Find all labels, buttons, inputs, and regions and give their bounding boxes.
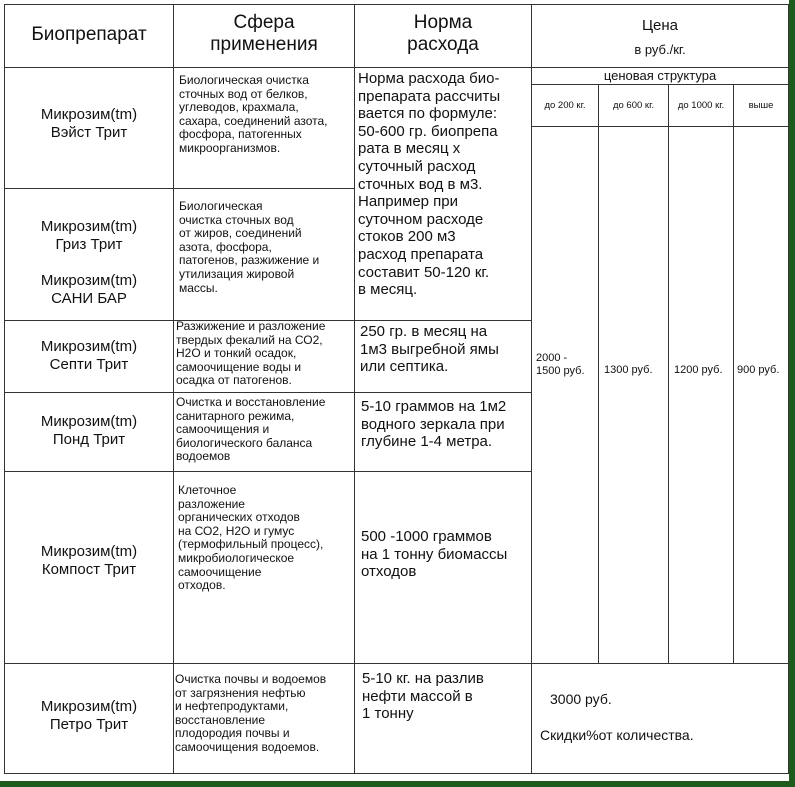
product-name-grease-treat: Микрозим(tm) Гриз Трит Микрозим(tm) САНИ БАР bbox=[40, 218, 138, 307]
norm-petro-treat: 5-10 кг. на разлив нефти массой в 1 тонну bbox=[362, 670, 484, 723]
sphere-compost-treat: Клеточное разложение органических отходов на СО2, Н2О и гумус (термофильный процесс), микробиологическое самоочищение отходов. bbox=[178, 483, 324, 593]
product-name-compost-treat: Микрозим(tm) Компост Трит bbox=[40, 543, 138, 578]
sphere-grease-treat: Биологическая очистка сточных вод от жиров, соединений азота, фосфора, патогенов, разжижение и утилизация жировой массы. bbox=[179, 199, 320, 295]
header-norm: Норма расхода bbox=[407, 12, 479, 55]
price-value-4: 900 руб. bbox=[737, 364, 780, 376]
header-price-title: Цена bbox=[641, 17, 679, 34]
price-value-1: 2000 - 1500 руб. bbox=[536, 352, 585, 377]
price-value-2: 1300 руб. bbox=[604, 364, 653, 376]
sphere-waste-treat: Биологическая очистка сточных вод от белков, углеводов, крахмала, сахара, соединений азота, фосфора, патогенных микроорганизмов. bbox=[179, 73, 328, 155]
header-sphere: Сфера применения bbox=[210, 12, 318, 55]
price-tier-3: до 1000 кг. bbox=[677, 100, 725, 111]
price-tier-1: до 200 кг. bbox=[544, 100, 586, 111]
product-name-pond-treat: Микрозим(tm) Понд Трит bbox=[40, 413, 138, 448]
price-tier-2: до 600 кг. bbox=[612, 100, 655, 111]
norm-formula: Норма расхода био- препарата рассчиты вается по формуле: 50-600 гр. биопрепа рата в месяц х суточный расход сточных вод в м3. Например при суточном расходе стоков 200 м3 расход препарата составит 50-120 кг. в месяц. bbox=[358, 70, 501, 299]
sphere-petro-treat: Очистка почвы и водоемов от загрязнения нефтью и нефтепродуктами, восстановление плодородия почвы и самоочищения водоемов. bbox=[175, 672, 327, 754]
frame-right-border bbox=[789, 0, 795, 787]
sphere-septi-treat: Разжижение и разложение твердых фекалий на СО2, Н2О и тонкий осадок, самоочищение воды и осадка от патогенов. bbox=[176, 319, 326, 388]
header-price-unit: в руб./кг. bbox=[634, 42, 686, 57]
price-value-3: 1200 руб. bbox=[674, 364, 723, 376]
price-tier-4: выше bbox=[748, 100, 774, 111]
price-structure-title: ценовая структура bbox=[603, 68, 717, 83]
price-petro-treat: 3000 руб. bbox=[550, 691, 612, 707]
norm-compost-treat: 500 -1000 граммов на 1 тонну биомассы отходов bbox=[361, 528, 508, 581]
norm-pond-treat: 5-10 граммов на 1м2 водного зеркала при глубине 1-4 метра. bbox=[361, 398, 507, 451]
header-product: Биопрепарат bbox=[31, 24, 147, 45]
product-name-septi-treat: Микрозим(tm) Септи Трит bbox=[40, 338, 138, 373]
sphere-pond-treat: Очистка и восстановление санитарного режима, самоочищения и биологического баланса водоемов bbox=[176, 395, 326, 464]
frame-bottom-border bbox=[0, 781, 795, 787]
product-name-waste-treat: Микрозим(tm) Вэйст Трит bbox=[40, 106, 138, 141]
product-name-petro-treat: Микрозим(tm) Петро Трит bbox=[40, 698, 138, 733]
norm-septi-treat: 250 гр. в месяц на 1м3 выгребной ямы или септика. bbox=[360, 323, 499, 376]
discount-note: Скидки%от количества. bbox=[540, 727, 694, 743]
